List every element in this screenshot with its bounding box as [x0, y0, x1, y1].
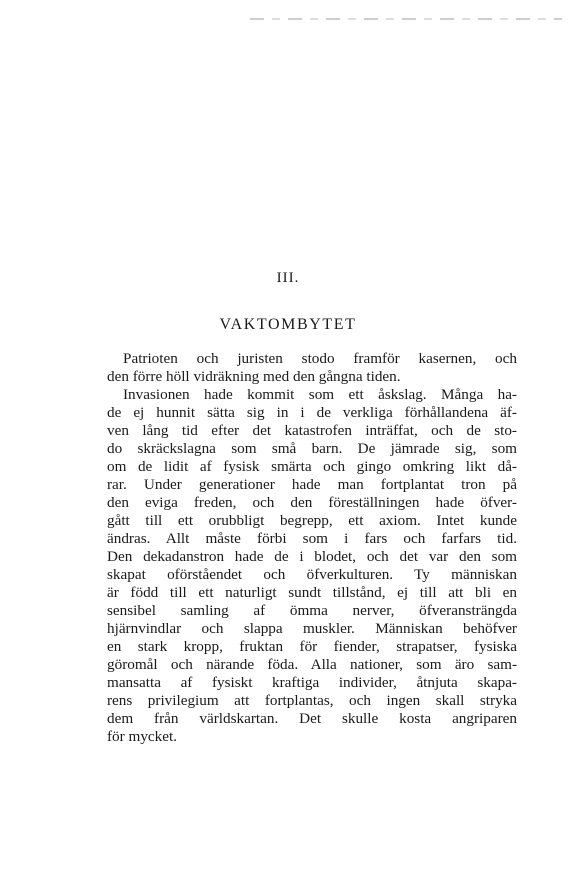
text-line: den förre höll vidräkning med den gångna tiden.: [107, 368, 401, 385]
text-line: gått till ett orubbligt begrepp, ett axiom. Intet kunde: [107, 512, 517, 529]
text-line: rar. Under generationer hade man fortplantat tron på: [107, 476, 517, 493]
text-line: hjärnvindlar och slappa muskler. Människan behöfver: [107, 620, 517, 637]
text-line: sensibel samling af ömma nerver, öfveransträngda: [107, 602, 517, 619]
scan-edge-mark: [250, 18, 562, 20]
text-line: rens privilegium att fortplantas, och ingen skall stryka: [107, 692, 517, 709]
text-line: en stark kropp, fruktan för fiender, strapatser, fysiska: [107, 638, 517, 655]
chapter-title: VAKTOMBYTET: [219, 316, 357, 333]
text-line: Invasionen hade kommit som ett åskslag. Många ha-: [123, 386, 517, 403]
chapter-number: III.: [276, 270, 300, 286]
text-line: den eviga freden, och den föreställningen hade öfver-: [107, 494, 517, 511]
text-line: mansatta af fysiskt kraftiga individer, åtnjuta skapa-: [107, 674, 517, 691]
text-line: ven lång tid efter det katastrofen inträffat, och de sto-: [107, 422, 517, 439]
text-line: om de lidit af fysisk smärta och gingo omkring likt då-: [107, 458, 517, 475]
text-line: skapat oförståendet och öfverkulturen. Ty människan: [107, 566, 517, 583]
text-line: do skräckslagna som små barn. De jämrade sig, som: [107, 440, 517, 457]
text-line: de ej hunnit sätta sig in i de verkliga förhållandena äf-: [107, 404, 517, 421]
text-line: är född till ett naturligt sundt tillstånd, ej till att bli en: [107, 584, 517, 601]
text-line: dem från världskartan. Det skulle kosta angriparen: [107, 710, 517, 727]
text-line: ändras. Allt måste förbi som i fars och farfars tid.: [107, 530, 517, 547]
text-line: för mycket.: [107, 728, 178, 745]
text-line: Den dekadanstron hade de i blodet, och det var den som: [107, 548, 517, 565]
body-text: [107, 350, 517, 746]
text-line: göromål och närande föda. Alla nationer, som äro sam-: [107, 656, 517, 673]
text-line: Patrioten och juristen stodo framför kasernen, och: [123, 350, 517, 367]
